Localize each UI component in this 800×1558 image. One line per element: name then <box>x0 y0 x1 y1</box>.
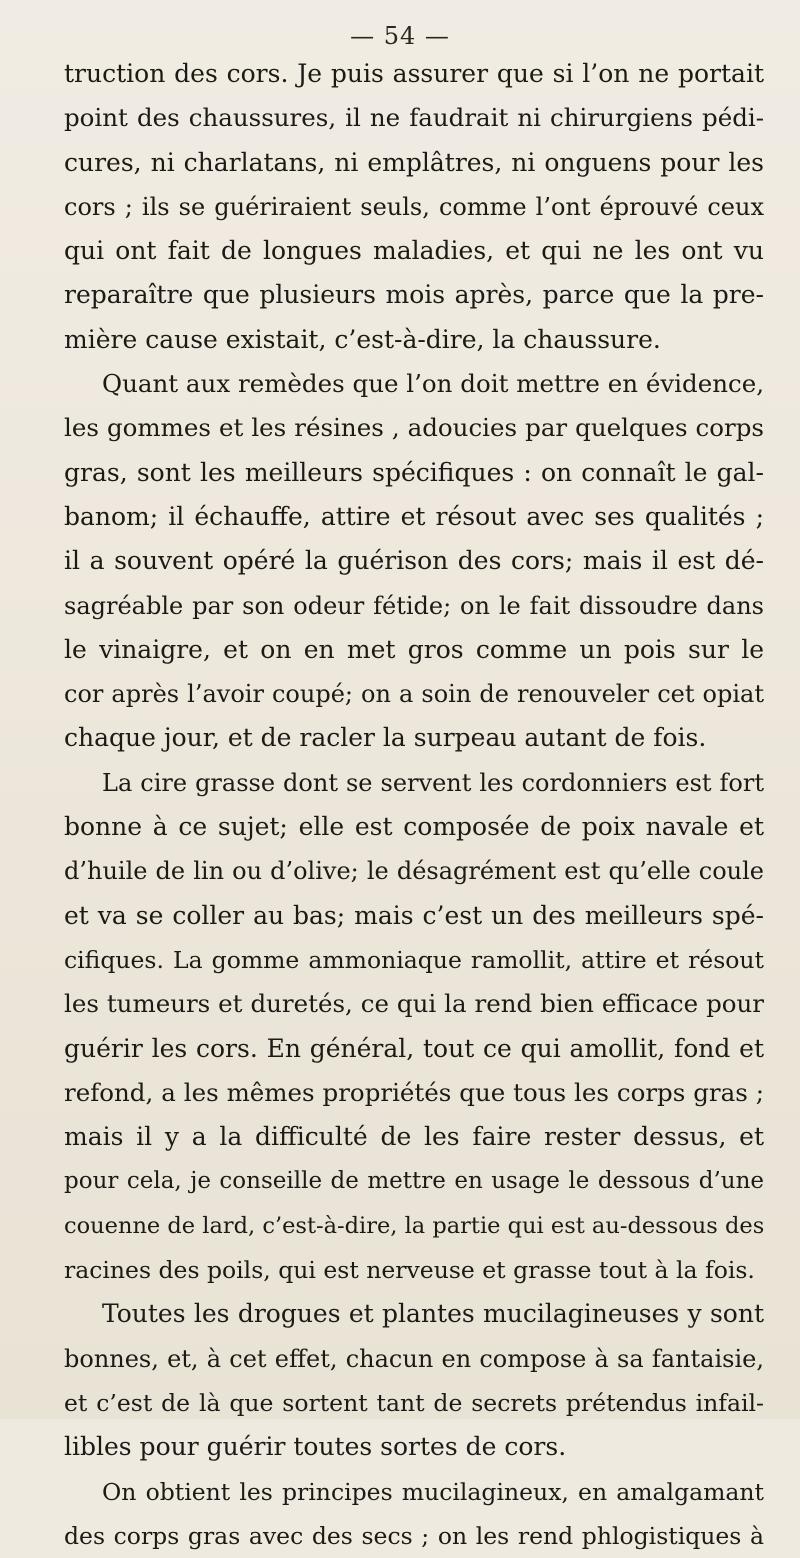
text-line: cifiques. La gomme ammoniaque ramollit, attire et résout <box>64 945 764 974</box>
text-line-paragraph-start: La cire grasse dont se servent les cordonniers est fort <box>102 768 764 797</box>
text-line: cures, ni charlatans, ni emplâtres, ni onguens pour les <box>64 147 764 177</box>
text-line-paragraph-start: Quant aux remèdes que l’on doit mettre en évidence, <box>102 369 764 399</box>
text-line-paragraph-end: mière cause existait, c’est-à-dire, la chaussure. <box>64 324 661 354</box>
text-line: bonnes, et, à cet effet, chacun en compose à sa fantaisie, <box>64 1344 764 1373</box>
page-number: — 54 — <box>350 22 450 50</box>
text-line: couenne de lard, c’est-à-dire, la partie qui est au-dessous des <box>64 1212 764 1239</box>
text-line: cors ; ils se guériraient seuls, comme l’ont éprouvé ceux <box>64 192 764 221</box>
text-line-paragraph-end: libles pour guérir toutes sortes de cors. <box>64 1432 567 1462</box>
text-line: pour cela, je conseille de mettre en usage le dessous d’une <box>64 1168 764 1195</box>
text-line: cor après l’avoir coupé; on a soin de renouveler cet opiat <box>64 680 764 709</box>
text-line: bonne à ce sujet; elle est composée de poix navale et <box>64 812 764 842</box>
text-line: mais il y a la difficulté de les faire rester dessus, et <box>64 1122 764 1152</box>
text-line: les gommes et les résines , adoucies par quelques corps <box>64 413 764 443</box>
text-line: d’huile de lin ou d’olive; le désagrément est qu’elle coule <box>64 857 764 886</box>
text-line: refond, a les mêmes propriétés que tous les corps gras ; <box>64 1077 764 1107</box>
text-line: reparaître que plusieurs mois après, parce que la pre- <box>64 280 764 310</box>
text-line: et c’est de là que sortent tant de secrets prétendus infail- <box>64 1388 764 1417</box>
text-line: et va se coller au bas; mais c’est un des meilleurs spé- <box>64 900 764 930</box>
text-line: il a souvent opéré la guérison des cors; mais il est dé- <box>64 546 764 576</box>
text-line: des corps gras avec des secs ; on les rend phlogistiques à <box>64 1521 764 1550</box>
text-line: gras, sont les meilleurs spécifiques : on connaît le gal- <box>64 457 764 487</box>
text-line-paragraph-end: chaque jour, et de racler la surpeau autant de fois. <box>64 723 707 753</box>
text-line: les tumeurs et duretés, ce qui la rend bien efficace pour <box>64 989 764 1019</box>
text-line-paragraph-end: racines des poils, qui est nerveuse et grasse tout à la fois. <box>64 1256 755 1285</box>
text-line: point des chaussures, il ne faudrait ni chirurgiens pédi- <box>64 103 764 133</box>
body-text <box>64 52 764 1558</box>
text-line-paragraph-start: Toutes les drogues et plantes mucilagineuses y sont <box>102 1299 764 1329</box>
text-line: sagréable par son odeur fétide; on le fait dissoudre dans <box>64 591 764 620</box>
text-line-paragraph-start: On obtient les principes mucilagineux, en amalgamant <box>102 1477 764 1506</box>
text-line: guérir les cors. En général, tout ce qui amollit, fond et <box>64 1033 764 1063</box>
text-line: qui ont fait de longues maladies, et qui ne les ont vu <box>64 236 764 266</box>
text-line: le vinaigre, et on en met gros comme un pois sur le <box>64 634 764 664</box>
text-line: banom; il échauffe, attire et résout avec ses qualités ; <box>64 501 764 531</box>
text-line: truction des cors. Je puis assurer que si l’on ne portait <box>64 59 764 88</box>
